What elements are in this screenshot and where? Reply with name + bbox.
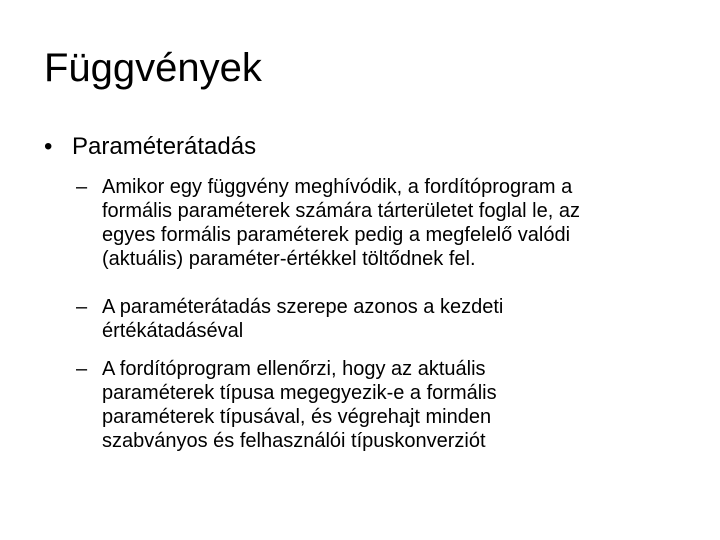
dash-icon: –	[76, 296, 88, 318]
sub-item-text: A paraméterátadás szerepe azonos a kezdeti értékátadáséval	[102, 296, 504, 342]
bullet-icon: •	[44, 133, 53, 160]
slide-title: Függvények	[44, 46, 262, 90]
sub-item-1	[76, 175, 696, 271]
sub-item-3	[76, 357, 696, 453]
dash-icon: –	[76, 358, 88, 380]
sub-item-text: Amikor egy függvény meghívódik, a fordítóprogram a formális paraméterek számára tárterületet foglal le, az egyes formális paraméterek pedig a megfelelő valódi (aktuális) paraméter-értékkel töltődnek fel.	[102, 176, 580, 270]
sub-item-text: A fordítóprogram ellenőrzi, hogy az aktuális paraméterek típusa megegyezik-e a formális paraméterek típusával, és végrehajt minden szabványos és felhasználói típuskonverziót	[102, 358, 497, 452]
sub-item-2	[76, 295, 696, 343]
bullet-text: Paraméterátadás	[72, 133, 257, 160]
bullet-item	[44, 131, 256, 163]
dash-icon: –	[76, 176, 88, 198]
